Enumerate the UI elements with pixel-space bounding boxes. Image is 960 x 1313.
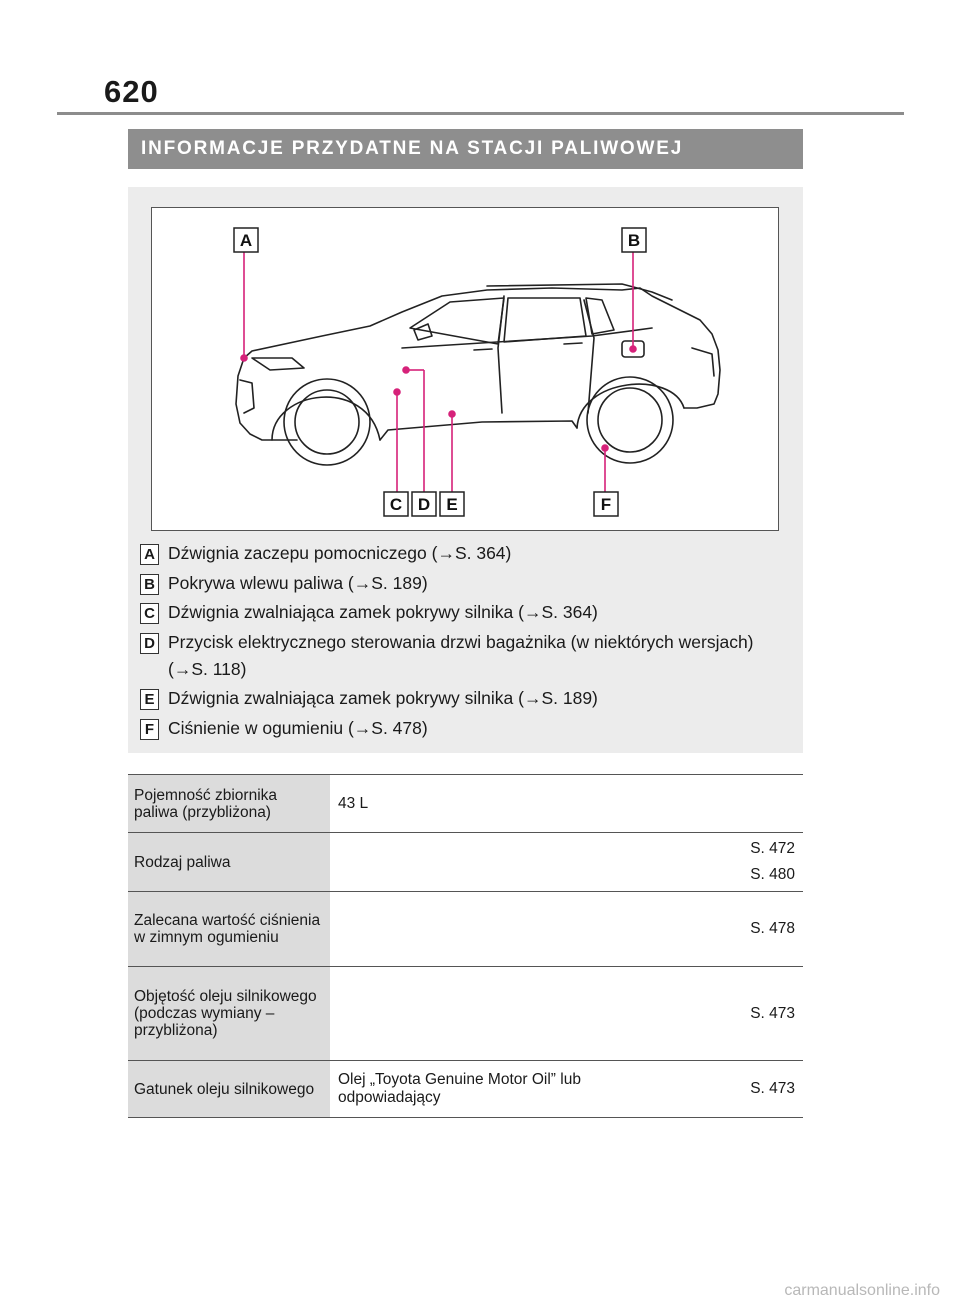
legend-text: Przycisk elektrycznego sterowania drzwi bagażnika (w niektórych wersjach) (→S. 118) (168, 632, 754, 679)
row-label: Pojemność zbiornika paliwa (przybliżona) (128, 775, 330, 833)
row-label: Gatunek oleju silnikowego (128, 1061, 330, 1118)
page-reference: S. 480 (750, 866, 795, 883)
legend-item-e (140, 688, 768, 712)
row-value: 43 L (338, 794, 369, 812)
page-reference: S. 472 (750, 840, 795, 857)
legend-item-d (140, 632, 758, 683)
table-row (128, 833, 803, 892)
table-row (128, 1061, 803, 1118)
callout-b (622, 228, 646, 252)
section-title: INFORMACJE PRZYDATNE NA STACJI PALIWOWEJ (128, 129, 803, 169)
table-row (128, 775, 803, 833)
watermark: carmanualsonline.info (784, 1282, 940, 1299)
page-reference: S. 478 (750, 920, 795, 937)
row-ref (674, 967, 803, 1061)
svg-text:D: D (417, 495, 431, 514)
row-ref (674, 892, 803, 967)
legend-text: Dźwignia zaczepu pomocniczego (→S. 364) (168, 543, 512, 563)
legend-letter: A (140, 544, 159, 565)
row-label: Objętość oleju silnikowego (podczas wymiany – przybliżona) (128, 967, 330, 1061)
svg-text:E: E (446, 495, 458, 514)
legend-text: Ciśnienie w ogumieniu (→S. 478) (168, 718, 428, 738)
row-ref (674, 1061, 803, 1118)
legend-item-b (140, 573, 768, 597)
callout-f (594, 492, 618, 516)
legend-letter: E (140, 689, 159, 710)
callout-d (412, 492, 436, 516)
legend-text: Dźwignia zwalniająca zamek pokrywy silnika (→S. 364) (168, 602, 598, 622)
row-value (330, 967, 674, 1061)
row-label: Rodzaj paliwa (128, 833, 330, 892)
callout-a (234, 228, 258, 252)
svg-text:A: A (239, 231, 253, 250)
legend-letter: F (140, 719, 159, 740)
page-reference: S. 473 (750, 1004, 795, 1022)
top-divider (57, 112, 904, 115)
legend-item-c (140, 602, 768, 626)
row-ref (674, 833, 803, 892)
vehicle-diagram (151, 207, 779, 531)
fuel-spec-table (128, 774, 803, 1118)
row-ref (674, 775, 803, 833)
callout-c (384, 492, 408, 516)
legend-text: Pokrywa wlewu paliwa (→S. 189) (168, 573, 428, 593)
suv-illustration (152, 208, 780, 532)
page-reference: S. 473 (750, 1080, 795, 1097)
legend-text: Dźwignia zwalniająca zamek pokrywy silnika (→S. 189) (168, 688, 598, 708)
legend-letter: D (140, 633, 159, 654)
table-row (128, 892, 803, 967)
callout-e (440, 492, 464, 516)
svg-text:F: F (600, 495, 612, 514)
row-value (330, 833, 674, 892)
legend-letter: B (140, 574, 159, 595)
legend-item-f (140, 718, 768, 742)
row-value: Olej „Toyota Genuine Motor Oil” lub odpowiadający (338, 1071, 581, 1106)
legend-item-a (140, 543, 768, 567)
svg-text:C: C (389, 495, 403, 514)
svg-text:B: B (627, 231, 641, 250)
legend-letter: C (140, 603, 159, 624)
row-label: Zalecana wartość ciśnienia w zimnym ogumieniu (128, 892, 330, 967)
table-row (128, 967, 803, 1061)
row-value (330, 892, 674, 967)
page-number: 620 (104, 74, 159, 109)
